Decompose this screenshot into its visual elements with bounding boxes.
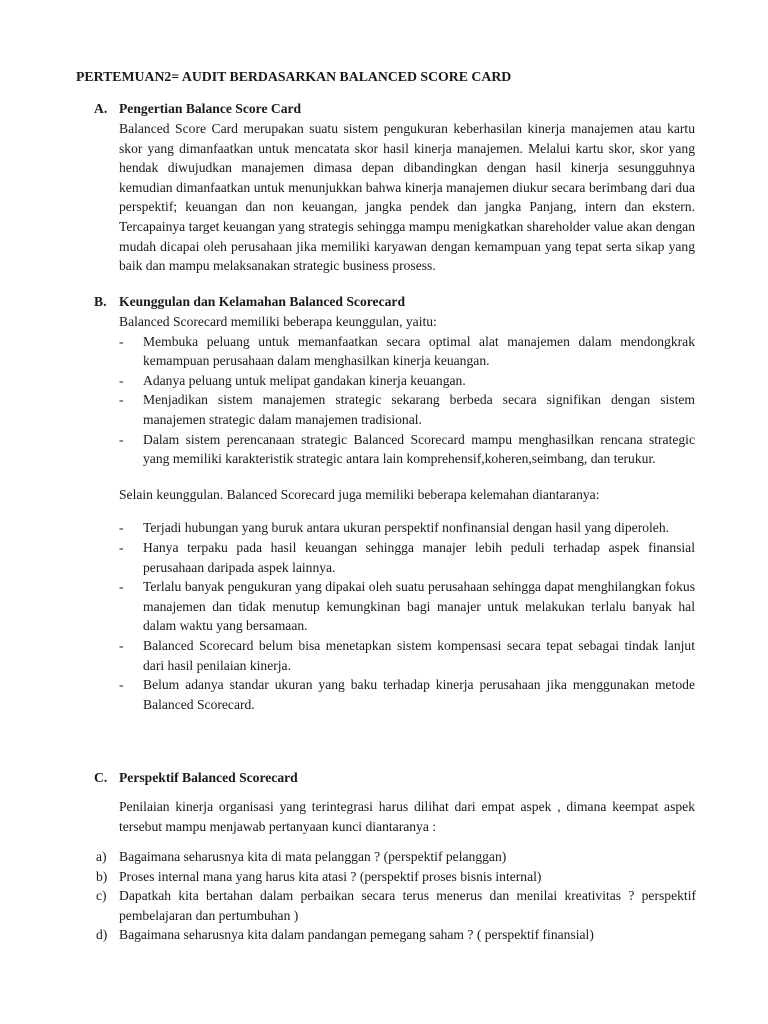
section-b-body bbox=[119, 312, 695, 714]
page-title: PERTEMUAN2= AUDIT BERDASARKAN BALANCED SCORE CARD bbox=[76, 69, 512, 84]
list-item-text: Terlalu banyak pengukuran yang dipakai oleh suatu perusahaan sehingga dapat menghilangkan fokus manajemen dan tidak menutup kemungkinan bagi manajer untuk melakukan terlalu banyak hal dalam waktu yang bersamaan. bbox=[143, 579, 695, 634]
list-item-text: Membuka peluang untuk memanfaatkan secara optimal alat manajemen dalam mendongkrak kemampuan perusahaan dalam menghasilkan kinerja keuangan. bbox=[143, 333, 695, 369]
list-item-text: Dalam sistem perencanaan strategic Balanced Scorecard mampu menghasilkan rencana strategic yang memiliki karakteristik strategic antara lain komprehensif,koheren,seimbang, dan terukur. bbox=[143, 431, 695, 467]
questions-list bbox=[96, 847, 696, 945]
list-item-text: Balanced Scorecard belum bisa menetapkan sistem kompensasi secara tepat sebagai tindak lanjut dari hasil penilaian kinerja. bbox=[143, 637, 695, 673]
list-item bbox=[119, 371, 695, 391]
list-marker: c) bbox=[96, 888, 107, 904]
section-a-heading bbox=[94, 99, 301, 119]
list-item-text: Adanya peluang untuk melipat gandakan kinerja keuangan. bbox=[143, 372, 466, 388]
list-item bbox=[119, 518, 695, 538]
list-item bbox=[119, 332, 695, 371]
list-item-text: Bagaimana seharusnya kita dalam pandangan pemegang saham ? ( perspektif finansial) bbox=[119, 927, 594, 943]
list-item bbox=[119, 538, 695, 577]
list-item bbox=[119, 577, 695, 636]
advantages-intro: Balanced Scorecard memiliki beberapa keunggulan, yaitu: bbox=[119, 314, 437, 329]
dash-marker: - bbox=[119, 333, 124, 349]
list-marker: d) bbox=[96, 927, 108, 943]
weaknesses-list bbox=[119, 518, 695, 714]
section-b-title: Keunggulan dan Kelamahan Balanced Scorecard bbox=[119, 294, 406, 309]
list-item-text: Terjadi hubungan yang buruk antara ukuran perspektif nonfinansial dengan hasil yang diperoleh. bbox=[143, 520, 670, 536]
list-item-text: Proses internal mana yang harus kita atasi ? (perspektif proses bisnis internal) bbox=[119, 868, 542, 884]
list-item-text: Menjadikan sistem manajemen strategic sekarang berbeda secara signifikan dengan sistem manajemen strategic dalam manajemen tradisional. bbox=[143, 392, 695, 427]
section-a-title: Pengertian Balance Score Card bbox=[119, 101, 302, 116]
list-item-text: Belum adanya standar ukuran yang baku terhadap kinerja perusahaan jika menggunakan metode Balanced Scorecard. bbox=[143, 677, 695, 712]
weaknesses-intro: Selain keunggulan. Balanced Scorecard juga memiliki beberapa kelemahan diantaranya: bbox=[119, 486, 600, 502]
dash-marker: - bbox=[119, 520, 124, 536]
section-b-marker: B. bbox=[94, 294, 107, 309]
list-item bbox=[96, 847, 696, 867]
list-marker: a) bbox=[96, 849, 107, 864]
list-item bbox=[119, 675, 695, 714]
list-item bbox=[119, 636, 695, 675]
list-item-text: Hanya terpaku pada hasil keuangan sehingga manajer lebih peduli terhadap aspek finansial perusahaan daripada aspek lainnya. bbox=[143, 539, 695, 575]
list-item bbox=[96, 886, 696, 925]
section-a-paragraph: Balanced Score Card merupakan suatu sistem pengukuran keberhasilan kinerja manajemen atau kartu skor yang dimanfaatkan untuk mencatata skor hasil kinerja manajemen. Melalui kartu skor, skor yang hendak diwujudkan manajemen dimasa depan dibandingkan dengan hasil kinerja sesungguhnya kemudian dimanfaatkan untuk menunjukkan bahwa kinerja manajemen diukur secara berimbang dari dua perspektif; keuangan dan non keuangan, jangka pendek dan jangka Panjang, intern dan ekstern. Tercapainya target keuangan yang strategis sehingga mampu menigkatkan shareholder value akan dengan mudah dicapai oleh perusahaan jika memiliki karyawan dengan kemampuan yang tepat serta sikap yang baik dan mampu melaksanakan strategic business prosess. bbox=[119, 121, 695, 274]
dash-marker: - bbox=[119, 677, 124, 693]
dash-marker: - bbox=[119, 372, 124, 388]
dash-marker: - bbox=[119, 637, 124, 653]
list-item bbox=[119, 430, 695, 469]
section-c-marker: C. bbox=[94, 770, 108, 785]
dash-marker: - bbox=[119, 431, 124, 447]
list-marker: b) bbox=[96, 868, 108, 884]
advantages-list bbox=[119, 332, 695, 469]
section-c-body bbox=[119, 797, 695, 836]
dash-marker: - bbox=[119, 539, 124, 555]
dash-marker: - bbox=[119, 392, 124, 408]
section-c-heading bbox=[94, 768, 298, 788]
dash-marker: - bbox=[119, 579, 124, 595]
list-item bbox=[96, 925, 696, 945]
list-item-text: Dapatkah kita bertahan dalam perbaikan secara terus menerus dan menilai kreativitas ? perspektif pembelajaran dan pertumbuhan ) bbox=[119, 888, 696, 923]
section-b-heading bbox=[94, 292, 405, 312]
section-c-paragraph: Penilaian kinerja organisasi yang terintegrasi harus dilihat dari empat aspek , dimana keempat aspek tersebut mampu menjawab pertanyaan kunci diantaranya : bbox=[119, 799, 695, 834]
section-a-marker: A. bbox=[94, 101, 108, 116]
list-item-text: Bagaimana seharusnya kita di mata pelanggan ? (perspektif pelanggan) bbox=[119, 849, 507, 864]
list-item bbox=[96, 867, 696, 887]
list-item bbox=[119, 390, 695, 429]
section-c-title: Perspektif Balanced Scorecard bbox=[119, 770, 298, 785]
section-a-body bbox=[119, 119, 695, 276]
